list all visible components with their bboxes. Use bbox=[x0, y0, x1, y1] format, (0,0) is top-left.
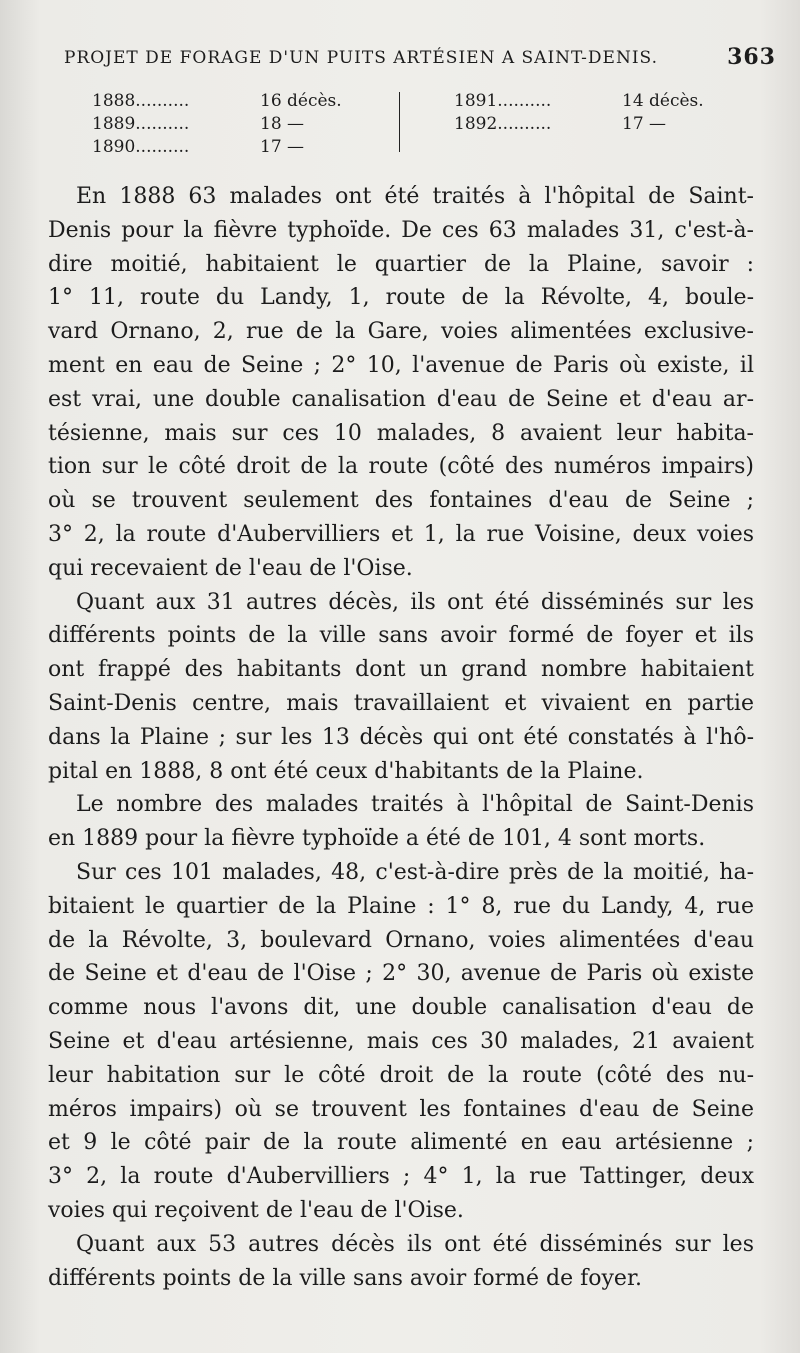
text-line: différents points de la ville sans avoir formé de foyer et ils bbox=[48, 623, 754, 649]
text-line: Quant aux 31 autres décès, ils ont été disséminés sur les bbox=[76, 589, 754, 615]
table-year: 1891.......... bbox=[454, 91, 552, 111]
table-row bbox=[454, 113, 754, 136]
text-line: est vrai, une double canalisation d'eau de Seine et d'eau ar- bbox=[48, 386, 754, 412]
page-number: 363 bbox=[727, 44, 776, 70]
table-year: 1890.......... bbox=[92, 137, 190, 157]
text-line: vard Ornano, 2, rue de la Gare, voies alimentées exclusive- bbox=[48, 319, 754, 345]
text-line: bitaient le quartier de la Plaine : 1° 8, rue du Landy, 4, rue bbox=[48, 893, 754, 919]
text-line: et 9 le côté pair de la route alimenté en eau artésienne ; bbox=[48, 1130, 754, 1156]
table-value: 14 décès. bbox=[622, 91, 704, 111]
paragraph bbox=[48, 788, 754, 856]
table-divider bbox=[399, 92, 400, 152]
text-line: voies qui reçoivent de l'eau de l'Oise. bbox=[48, 1197, 464, 1223]
table-value: 16 décès. bbox=[260, 91, 342, 111]
text-line: où se trouvent seulement des fontaines d'eau de Seine ; bbox=[48, 488, 754, 514]
paragraph bbox=[48, 180, 754, 586]
text-line: qui recevaient de l'eau de l'Oise. bbox=[48, 555, 413, 581]
body-text bbox=[48, 180, 754, 1295]
text-line: Saint-Denis centre, mais travaillaient et vivaient en partie bbox=[48, 690, 754, 716]
table-value: 17 — bbox=[622, 114, 667, 134]
text-line: En 1888 63 malades ont été traités à l'hôpital de Saint- bbox=[76, 184, 754, 209]
table-year: 1889.......... bbox=[92, 114, 190, 134]
text-line: tésienne, mais sur ces 10 malades, 8 avaient leur habita- bbox=[48, 420, 754, 446]
text-line: 3° 2, la route d'Aubervilliers ; 4° 1, la rue Tattinger, deux bbox=[48, 1164, 754, 1190]
table-row bbox=[92, 90, 392, 113]
text-line: de la Révolte, 3, boulevard Ornano, voies alimentées d'eau bbox=[48, 927, 754, 953]
paragraph bbox=[48, 586, 754, 789]
text-line: comme nous l'avons dit, une double canalisation d'eau de bbox=[48, 995, 754, 1021]
text-line: Quant aux 53 autres décès ils ont été disséminés sur les bbox=[76, 1231, 754, 1257]
text-line: Le nombre des malades traités à l'hôpital de Saint-Denis bbox=[76, 792, 754, 818]
text-line: Denis pour la fièvre typhoïde. De ces 63 malades 31, c'est-à- bbox=[48, 217, 754, 243]
text-line: méros impairs) où se trouvent les fontaines d'eau de Seine bbox=[48, 1096, 754, 1122]
table-year: 1892.......... bbox=[454, 114, 552, 134]
text-line: Seine et d'eau artésienne, mais ces 30 malades, 21 avaient bbox=[48, 1028, 754, 1054]
text-line: 1° 11, route du Landy, 1, route de la Révolte, 4, boule- bbox=[48, 285, 754, 311]
text-line: ont frappé des habitants dont un grand nombre habitaient bbox=[48, 657, 754, 683]
text-line: 3° 2, la route d'Aubervilliers et 1, la rue Voisine, deux voies bbox=[48, 521, 754, 547]
paragraph bbox=[48, 1228, 754, 1296]
running-title: PROJET DE FORAGE D'UN PUITS ARTÉSIEN A SAINT-DENIS. bbox=[64, 48, 659, 68]
table-row bbox=[454, 90, 754, 113]
table-value: 17 — bbox=[260, 137, 305, 157]
text-line: différents points de la ville sans avoir formé de foyer. bbox=[48, 1265, 643, 1291]
text-line: leur habitation sur le côté droit de la route (côté des nu- bbox=[48, 1062, 754, 1088]
table-row bbox=[92, 136, 392, 159]
text-line: en 1889 pour la fièvre typhoïde a été de 101, 4 sont morts. bbox=[48, 826, 706, 852]
text-line: dans la Plaine ; sur les 13 décès qui ont été constatés à l'hô- bbox=[48, 724, 754, 750]
table-year: 1888.......... bbox=[92, 91, 190, 111]
text-line: ment en eau de Seine ; 2° 10, l'avenue de Paris où existe, il bbox=[48, 352, 754, 378]
text-line: tion sur le côté droit de la route (côté des numéros impairs) bbox=[48, 454, 754, 480]
paragraph bbox=[48, 856, 754, 1228]
text-line: Sur ces 101 malades, 48, c'est-à-dire près de la moitié, ha- bbox=[76, 859, 754, 885]
table-value: 18 — bbox=[260, 114, 305, 134]
text-line: dire moitié, habitaient le quartier de la Plaine, savoir : bbox=[48, 251, 754, 277]
deaths-table-left-column bbox=[92, 90, 392, 159]
table-row bbox=[92, 113, 392, 136]
deaths-table-right-column bbox=[454, 90, 754, 136]
text-line: de Seine et d'eau de l'Oise ; 2° 30, avenue de Paris où existe bbox=[48, 961, 754, 987]
text-line: pital en 1888, 8 ont été ceux d'habitants de la Plaine. bbox=[48, 758, 644, 784]
